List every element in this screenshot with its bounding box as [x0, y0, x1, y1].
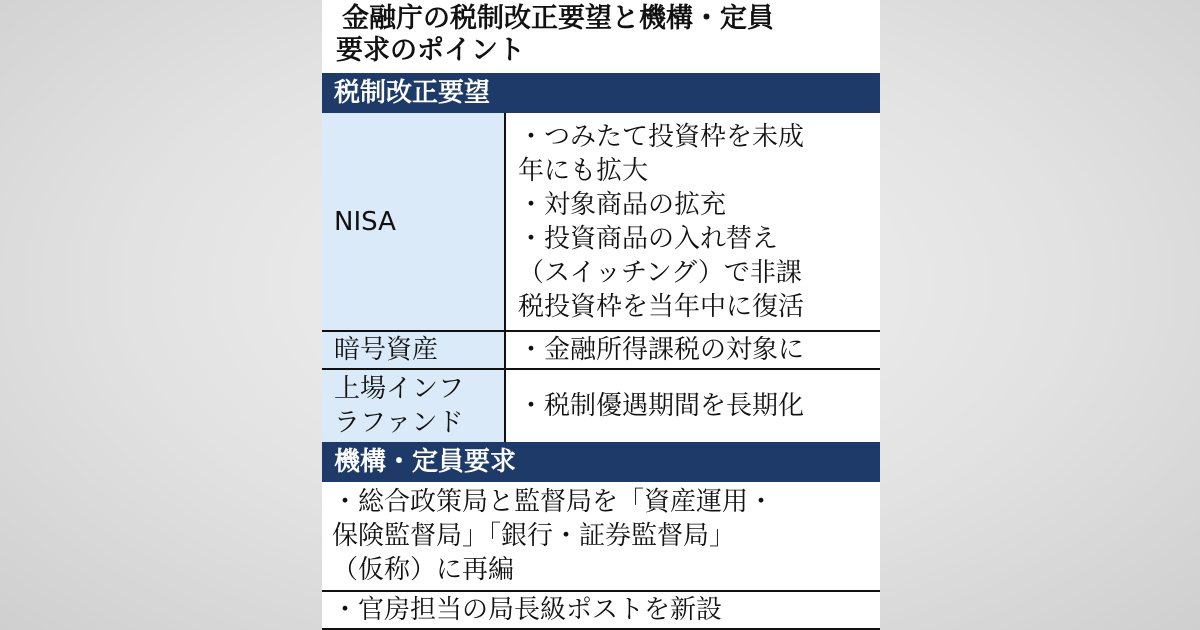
row-content-nisa	[504, 113, 880, 330]
content-line: ・つみたて投資枠を未成	[518, 121, 805, 152]
label-line: ラファンド	[334, 408, 464, 438]
content-line: ・対象商品の拡充	[518, 189, 727, 220]
title-line-1: 金融庁の税制改正要望と機構・定員	[342, 3, 774, 34]
org-item-reorganization	[322, 482, 880, 590]
org-line: ・官房担当の局長級ポストを新設	[332, 595, 723, 625]
content-line: ・投資商品の入れ替え	[518, 223, 779, 254]
title-block	[322, 0, 880, 72]
label-line: 上場インフ	[334, 374, 465, 404]
content-line: 税投資枠を当年中に復活	[518, 291, 805, 322]
title-line-2: 要求のポイント	[336, 35, 525, 66]
column-divider	[504, 113, 506, 442]
label-line: NISA	[334, 206, 396, 237]
row-label-nisa	[322, 113, 504, 330]
org-item-new-post	[322, 592, 880, 628]
content-line: ・金融所得課税の対象に	[518, 335, 805, 365]
infographic-card	[322, 0, 880, 630]
org-line: 保険監督局」「銀行・証券監督局」	[332, 521, 736, 551]
row-label-infra-fund	[322, 370, 504, 442]
row-label-crypto	[322, 332, 504, 368]
org-line: ・総合政策局と監督局を「資産運用・	[332, 487, 775, 517]
row-content-crypto	[504, 332, 880, 368]
org-line: （仮称）に再編	[332, 555, 515, 585]
content-line: 年にも拡大	[518, 155, 649, 186]
content-line: （スイッチング）で非課	[518, 257, 802, 288]
content-line: ・税制優遇期間を長期化	[518, 391, 805, 421]
row-content-infra-fund	[504, 370, 880, 442]
section-header-tax: 税制改正要望	[322, 73, 880, 113]
section-header-organization: 機構・定員要求	[322, 442, 880, 482]
label-line: 暗号資産	[334, 335, 439, 365]
